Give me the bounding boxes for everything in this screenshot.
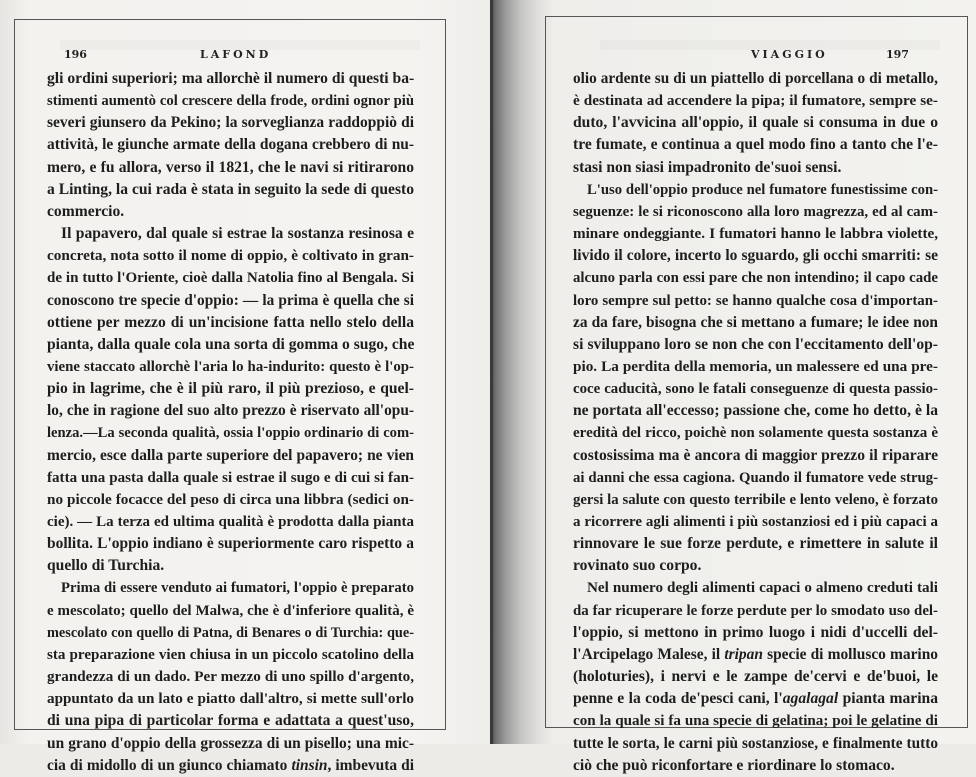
text-line: duto, l'avvicina all'oppio, il quale si consuma in due o (573, 114, 938, 132)
text-line: costosissima ma è ancora di maggior prezzo il riparare (573, 446, 938, 464)
text-line: za da fare, bisogna che si mettano a fumare; le idee non (573, 313, 938, 331)
text-line: quello di Turchia. (47, 557, 165, 575)
left-page-body (47, 68, 415, 774)
text-line: lo, che in ragione del suo alto prezzo è riservato all'opu- (47, 402, 414, 420)
italic-term: tinsin (291, 756, 328, 774)
text-line: viene staccato allorchè l'aria lo ha-indurito: questo è l'op- (47, 358, 414, 375)
text-line: è destinata ad accendere la pipa; il fumatore, sempre se- (573, 92, 938, 110)
text-line: pio in lagrime, che è il più raro, il più prezioso, e quel- (47, 380, 414, 398)
text-line: mero, e fu allora, verso il 1821, che le navi si ritirarono (47, 158, 414, 176)
text-line: eredità del ricco, poichè non solamente questa sostanza è (573, 425, 938, 442)
text-line: grandezza di un dado. Per mezzo di uno spillo d'argento, (47, 669, 414, 686)
text-span: cia di midollo di un giunco chiamato (47, 756, 292, 774)
text-line: cie). — La terza ed ultima qualità è prodotta dalla pianta (47, 514, 414, 530)
text-line: tre fumate, e continua a quel modo fino a tanto che l'e- (573, 136, 938, 154)
page-number: 196 (64, 48, 87, 61)
right-page-body (573, 68, 938, 774)
text-line: de in tutto l'Oriente, cioè dalla Natolia fino al Bengala. Si (47, 270, 414, 287)
text-line: Prima di essere venduto ai fumatori, l'oppio è preparato (61, 580, 414, 597)
text-line: l'oppio, si mettono in primo luogo i nidi d'uccelli del- (573, 623, 938, 641)
text-line: coce caducità, sono le fatali conseguenze di questa passio- (573, 381, 938, 398)
text-line: pio. La perdita della memoria, un malessere ed una pre- (573, 357, 938, 375)
text-span: , imbevuta di (327, 756, 414, 774)
italic-term: agalagal (782, 690, 839, 708)
text-line: olio ardente su di un piattello di porcellana o di metallo, (573, 70, 938, 87)
text-span: pianta marina (838, 690, 938, 708)
text-line: stimenti aumentò col crescere della frode, ordini ognor più (47, 93, 414, 110)
book-gutter (490, 0, 493, 744)
text-line: rovinato suo corpo. (573, 557, 702, 575)
text-line: da far ricuperare le forze perdute per lo smodato uso del- (573, 602, 938, 619)
text-line: seguenze: le si riconoscono alla loro magrezza, ed al cam- (573, 203, 938, 220)
text-line: Nel numero degli alimenti capaci o almeno creduti tali (587, 580, 938, 597)
text-span: specie di mollusco marino (762, 645, 938, 663)
text-line: tutte le sorta, le carni più sostanziose, e finalmente tutto (573, 734, 938, 752)
text-line (47, 755, 414, 777)
text-line: minare ondeggiante. I fumatori hanno le labbra violette, (573, 226, 938, 243)
text-line: gli ordini superiori; ma allorchè il numero di questi ba- (47, 70, 415, 87)
text-line: livido il colore, incerto lo sguardo, gli occhi smarriti: se (573, 247, 938, 265)
running-head: VIAGGIO (751, 48, 828, 61)
text-line: con la quale si fa una specie di gelatina; poi le gelatine di (573, 713, 938, 730)
italic-term: tripan (724, 645, 763, 663)
text-span: penne e la coda de'pesci cani, l' (573, 690, 783, 708)
text-line: mescolato con quello di Patna, di Benares o di Turchia: que- (47, 624, 414, 641)
text-line: conoscono tre specie d'oppio: — la prima è quella che si (47, 291, 414, 309)
text-line: di una pipa di particolar forma e adattata a quest'uso, (47, 712, 414, 730)
text-line (573, 644, 938, 666)
text-line: concreta, nota sotto il nome di oppio, è coltivato in gran- (47, 247, 414, 265)
text-line: L'uso dell'oppio produce nel fumatore funestissime con- (587, 181, 938, 198)
text-line: e mescolato; quello del Malwa, che è d'inferiore qualità, è (47, 602, 414, 619)
text-line: ottiene per mezzo di un'incisione fatta nello stelo della (47, 313, 414, 331)
text-line: no piccole focacce del peso di circa una libbra (sedici on- (47, 490, 414, 508)
text-line: gersi la salute con questo terribile e lento veleno, è forzato (573, 491, 938, 508)
text-line: un grano d'oppio della grossezza di un pisello; una mic- (47, 734, 414, 752)
text-line: ciò che può riconfortare e riordinare lo stomaco. (573, 756, 895, 774)
text-line: Il papavero, dal quale si estrae la sostanza resinosa e (61, 225, 414, 243)
text-line: loro sempre sul petto: se hanno qualche cosa d'importan- (573, 292, 938, 309)
text-span: l'Arcipelago Malese, il (573, 645, 725, 663)
text-line: lenza.—La seconda qualità, ossia l'oppio ordinario di com- (47, 425, 414, 442)
text-line: stasi non siasi impadronito de'suoi sensi. (573, 158, 842, 176)
page-number: 197 (886, 48, 909, 61)
text-line: appuntato da un lato e piatto dall'altro, si mette sull'orlo (47, 690, 414, 708)
text-line: bollita. L'oppio indiano è superiormente caro rispetto a (47, 535, 414, 553)
text-line: mercio, esce dalla parte superiore del papavero; ne vien (47, 446, 414, 464)
text-line: si sviluppano loro se non che con l'eccitamento dell'op- (573, 335, 938, 353)
text-line: (holoturies), i nervi e le zampe de'cervi e de'buoi, le (573, 668, 938, 686)
text-line: alcuno parla con essi pare che non intendino; il capo cade (573, 270, 938, 287)
text-line: a ricorrere agli alimenti i più sostanziosi ed i più capaci a (573, 514, 938, 530)
text-line: commercio. (47, 202, 125, 220)
text-line: sta preparazione vien chiusa in un piccolo scatolino della (47, 646, 414, 663)
running-head: LAFOND (200, 48, 272, 61)
text-line: pianta, dalla quale cola una sorta di gomma o sugo, che (47, 335, 415, 353)
text-line (573, 688, 938, 710)
text-line: ai danni che essa cagiona. Quando il fumatore vede strug- (573, 469, 938, 486)
text-line: rinnovare le sue forze perdute, e rimettere in salute il (573, 535, 938, 553)
text-line: fatta una pasta dalla quale si estrae il sugo e di cui si fan- (47, 469, 414, 486)
text-line: severi giunsero da Pekino; la sorveglianza raddoppiò di (47, 114, 414, 132)
text-line: attività, le giunche armate della dogana crebbero di nu- (47, 136, 414, 154)
text-line: ne portata all'eccesso; passione che, come ho detto, è la (573, 402, 938, 420)
text-line: a Linting, la cui rada è stata in seguito la sede di questo (47, 180, 414, 198)
